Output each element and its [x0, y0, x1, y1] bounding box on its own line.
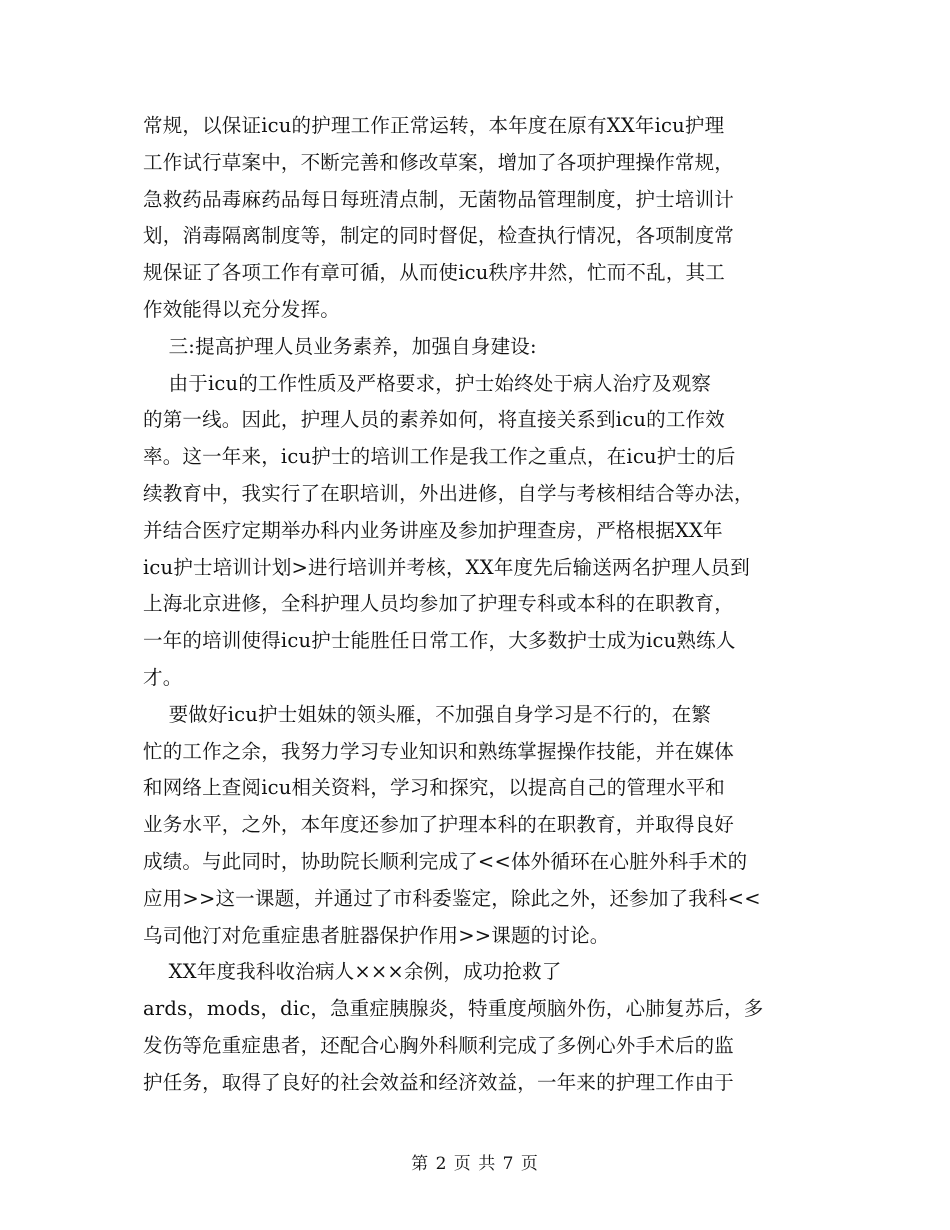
text-line: 乌司他汀对危重症患者脏器保护作用>>课题的讨论。	[143, 923, 610, 947]
text-line: icu护士培训计划>进行培训并考核，XX年度先后输送两名护理人员到	[143, 555, 750, 579]
text-line: 和网络上查阅icu相关资料，学习和探究，以提高自己的管理水平和	[143, 776, 725, 800]
text-line: 并结合医疗定期举办科内业务讲座及参加护理查房，严格根据XX年	[143, 518, 723, 542]
text-line: 的第一线。因此，护理人员的素养如何，将直接关系到icu的工作效	[143, 408, 725, 432]
text-line: 规保证了各项工作有章可循，从而使icu秩序井然，忙而不乱，其工	[143, 261, 725, 285]
text-line: 业务水平，之外，本年度还参加了护理本科的在职教育，并取得良好	[143, 813, 735, 837]
text-line: 一年的培训使得icu护士能胜任日常工作，大多数护士成为icu熟练人	[143, 629, 736, 653]
text-line: 成绩。与此同时，协助院长顺利完成了<<体外循环在心脏外科手术的	[143, 849, 748, 873]
text-line: 才。	[143, 665, 183, 689]
text-line: 工作试行草案中，不断完善和修改草案，增加了各项护理操作常规，	[143, 150, 735, 174]
text-line: 续教育中，我实行了在职培训，外出进修，自学与考核相结合等办法，	[143, 481, 754, 505]
text-line: 上海北京进修，全科护理人员均参加了护理专科或本科的在职教育，	[143, 592, 735, 616]
text-line: 急救药品毒麻药品每日每班清点制，无菌物品管理制度，护士培训计	[143, 187, 735, 211]
text-line: 划，消毒隔离制度等，制定的同时督促，检查执行情况，各项制度常	[143, 224, 735, 248]
text-line: ards，mods，dic，急重症胰腺炎，特重度颅脑外伤，心肺复苏后，多	[143, 997, 764, 1021]
page-number-label: 第 2 页 共 7 页	[411, 1154, 539, 1174]
text-line: 由于icu的工作性质及严格要求，护士始终处于病人治疗及观察	[143, 371, 712, 395]
text-line: 作效能得以充分发挥。	[143, 297, 341, 321]
text-line: 要做好icu护士姐妹的领头雁，不加强自身学习是不行的，在繁	[143, 702, 712, 726]
section-heading: 三:提高护理人员业务素养，加强自身建设:	[143, 334, 537, 358]
text-line: 忙的工作之余，我努力学习专业知识和熟练掌握操作技能，并在媒体	[143, 739, 735, 763]
text-line: 护任务，取得了良好的社会效益和经济效益，一年来的护理工作由于	[143, 1070, 735, 1094]
text-line: XX年度我科收治病人×××余例，成功抢救了	[143, 960, 562, 984]
text-line: 应用>>这一课题，并通过了市科委鉴定，除此之外，还参加了我科<<	[143, 886, 761, 910]
document-body	[143, 108, 815, 1102]
text-line: 常规，以保证icu的护理工作正常运转，本年度在原有XX年icu护理	[143, 114, 725, 137]
text-line: 发伤等危重症患者，还配合心胸外科顺利完成了多例心外手术后的监	[143, 1033, 735, 1057]
page-footer	[0, 1149, 950, 1174]
text-line: 率。这一年来，icu护士的培训工作是我工作之重点，在icu护士的后	[143, 445, 736, 469]
